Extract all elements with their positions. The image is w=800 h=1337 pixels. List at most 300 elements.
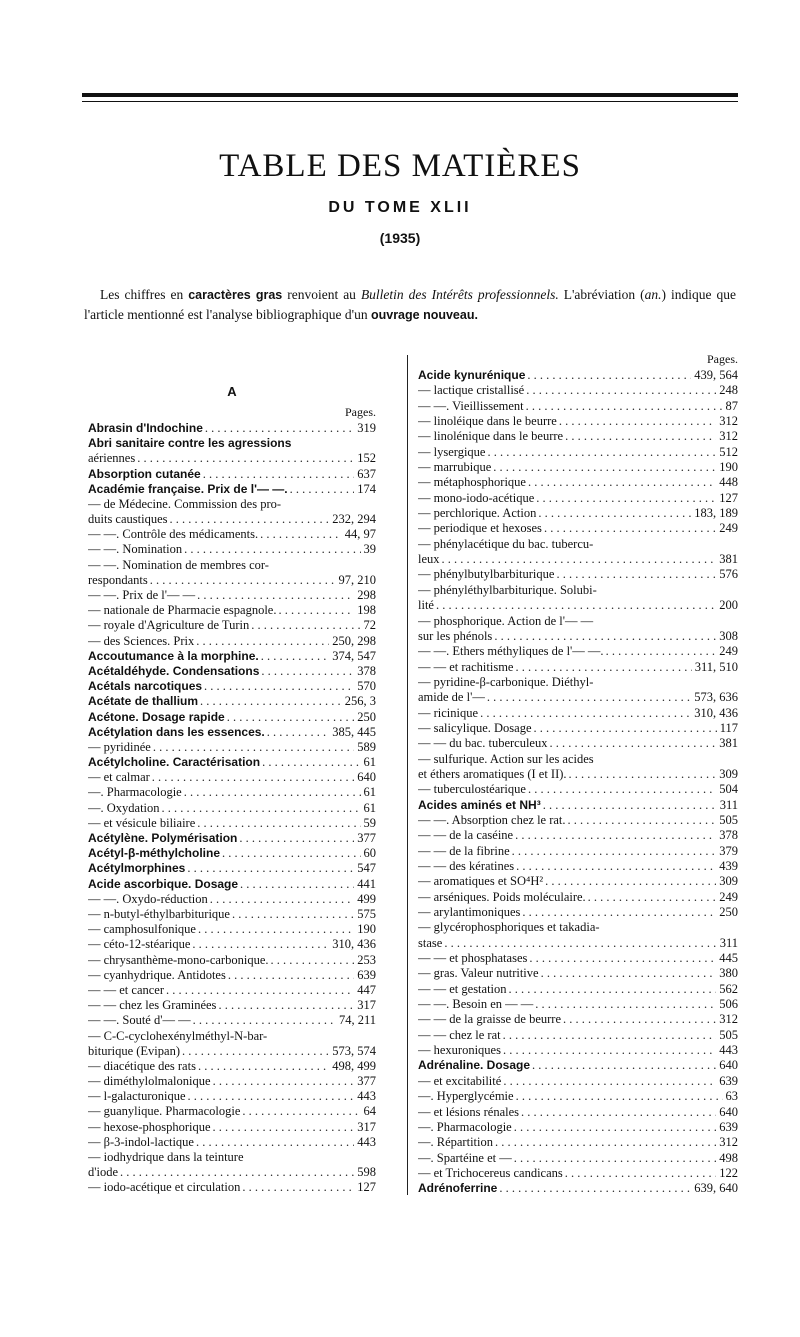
entry-pages: 190: [719, 460, 738, 475]
index-entry: [418, 767, 738, 782]
dot-leader: [507, 982, 717, 997]
index-entry: [418, 506, 738, 521]
entry-pages: 309: [719, 766, 738, 781]
dot-leader: [208, 892, 354, 907]
dot-leader: [542, 521, 716, 536]
index-entry: [418, 951, 738, 966]
dot-leader: [557, 414, 716, 429]
entry-text: — phénylacétique du bac. tubercu-: [418, 536, 594, 551]
dot-leader: [532, 721, 717, 736]
entry-text: — lysergique: [418, 444, 486, 459]
dot-leader: [226, 968, 354, 983]
entry-text: — cyanhydrique. Antidotes: [88, 967, 226, 982]
dot-leader: [195, 816, 360, 831]
entry-text: —. Oxydation: [88, 800, 160, 815]
entry-text: — —. Ethers méthyliques de l'— —.: [418, 644, 604, 659]
index-entry: [418, 1105, 738, 1120]
entry-text: —. Répartition: [418, 1135, 493, 1150]
dot-leader: [485, 690, 691, 705]
index-entry: [88, 618, 376, 633]
dot-leader: [533, 997, 716, 1012]
left-entries: [88, 421, 376, 1196]
entry-text: —. Pharmacologie: [88, 785, 182, 800]
dot-leader: [514, 859, 716, 874]
entry-text: — —. Absorption chez le rat.: [418, 812, 566, 827]
entry-pages: 639, 640: [694, 1181, 738, 1196]
entry-text: — — et gestation: [418, 981, 507, 996]
index-entry: [88, 467, 376, 482]
entry-text: Acides aminés et NH³: [418, 797, 541, 812]
entry-pages: 310, 436: [694, 705, 738, 720]
entry-text: — — de la caséine: [418, 828, 514, 843]
index-entry: [418, 1089, 738, 1104]
index-entry: [88, 543, 376, 558]
dot-leader: [485, 445, 716, 460]
entry-pages: 253: [357, 952, 376, 967]
index-entry: [88, 1029, 376, 1044]
dot-leader: [190, 937, 329, 952]
index-entry: [88, 694, 376, 709]
dot-leader: [512, 1120, 717, 1135]
index-entry: [418, 414, 738, 429]
entry-text: — — chez les Graminées: [88, 998, 217, 1013]
entry-text: Acétyl-β-méthylcholine: [88, 846, 221, 861]
dot-leader: [185, 861, 354, 876]
entry-text: — —. Vieillissement: [418, 398, 524, 413]
entry-text: Acétaldéhyde. Condensations: [88, 664, 260, 678]
index-entry: [418, 690, 738, 705]
entry-pages: 598: [357, 1165, 376, 1180]
entry-pages: 573, 636: [694, 690, 738, 705]
index-entry: [88, 679, 376, 694]
intro-part1: Les chiffres en: [100, 287, 189, 302]
entry-pages: 309: [719, 874, 738, 889]
dot-leader: [604, 644, 717, 659]
index-entry: [88, 1104, 376, 1119]
entry-pages: 562: [719, 981, 738, 996]
entry-text: — et excitabilité: [418, 1073, 502, 1088]
entry-text: — phosphorique. Action de l'— —: [418, 613, 594, 628]
dot-leader: [514, 1089, 723, 1104]
entry-pages: 174: [357, 481, 376, 496]
entry-pages: 505: [719, 812, 738, 827]
entry-pages: 312: [719, 414, 738, 429]
dot-leader: [220, 846, 360, 861]
entry-pages: 59: [363, 815, 376, 830]
entry-pages: 374, 547: [332, 648, 376, 663]
entry-text: — hexuroniques: [418, 1043, 501, 1058]
dot-leader: [195, 588, 354, 603]
entry-pages: 117: [719, 720, 738, 735]
index-entry: [88, 664, 376, 679]
index-entry: [418, 905, 738, 920]
dot-leader: [501, 1074, 716, 1089]
entry-pages: 250, 298: [332, 633, 376, 648]
index-entry: [88, 801, 376, 816]
index-entry: [88, 755, 376, 770]
index-entry: [88, 907, 376, 922]
pages-header-right: Pages.: [707, 352, 738, 366]
index-entry: [418, 997, 738, 1012]
index-entry: [418, 460, 738, 475]
entry-text: — de Médecine. Commission des pro-: [88, 496, 282, 511]
intro-part2: renvoient au: [282, 287, 361, 302]
entry-text: — marrubique: [418, 460, 492, 475]
top-rule-thick: [82, 93, 738, 97]
index-entry: [418, 966, 738, 981]
entry-text: lité: [418, 598, 434, 613]
entry-text: — —. Contrôle des médicaments.: [88, 527, 259, 542]
entry-text: — n-butyl-éthylbarbiturique: [88, 907, 230, 921]
entry-text: Acétals narcotiques: [88, 679, 203, 694]
entry-text: Abrasin d'Indochine: [88, 421, 203, 435]
dot-leader: [216, 998, 354, 1013]
entry-pages: 637: [357, 466, 376, 481]
index-entry: [88, 558, 376, 573]
entry-pages: 379: [719, 843, 738, 858]
entry-text: — hexose-phosphorique: [88, 1119, 211, 1134]
entry-pages: 200: [719, 598, 738, 613]
entry-text: — camphosulfonique: [88, 922, 196, 937]
index-entry: [418, 920, 738, 935]
index-entry: [88, 1135, 376, 1150]
entry-text: aériennes: [88, 451, 136, 466]
right-entries: [418, 368, 738, 1197]
index-entry: [88, 1074, 376, 1089]
entry-text: — periodique et hexoses: [418, 521, 542, 536]
dot-leader: [269, 953, 355, 968]
index-entry: [88, 998, 376, 1013]
entry-pages: 640: [719, 1104, 738, 1119]
entry-text: leux: [418, 552, 440, 567]
entry-pages: 439, 564: [694, 368, 738, 382]
left-column: [88, 380, 376, 1196]
dot-leader: [513, 828, 716, 843]
index-entry: [418, 491, 738, 506]
index-entry: [418, 1043, 738, 1058]
entry-pages: 64: [363, 1104, 376, 1119]
index-entry: [88, 740, 376, 755]
index-entry: [88, 573, 376, 588]
index-entry: [88, 482, 376, 497]
dot-leader: [554, 567, 716, 582]
dot-leader: [563, 429, 716, 444]
entry-text: — gras. Valeur nutritive: [418, 966, 539, 981]
entry-text: — chrysanthème-mono-carbonique.: [88, 952, 269, 967]
index-entry: [88, 603, 376, 618]
dot-leader: [497, 1181, 691, 1196]
dot-leader: [586, 890, 717, 905]
index-entry: [88, 1180, 376, 1195]
pages-header-left: Pages.: [345, 405, 376, 419]
intro-bold: caractères gras: [188, 288, 283, 302]
entry-text: — —. Prix de l'— —: [88, 588, 196, 603]
entry-pages: 443: [719, 1043, 738, 1058]
index-entry: [418, 1166, 738, 1181]
entry-pages: 61: [363, 800, 376, 815]
entry-text: — et calmar: [88, 770, 150, 785]
entry-text: — phényléthylbarbiturique. Solubi-: [418, 582, 597, 597]
dot-leader: [198, 694, 342, 709]
entry-text: — — et rachitisme: [418, 659, 514, 674]
index-entry: [88, 846, 376, 861]
entry-pages: 256, 3: [344, 694, 376, 709]
index-entry: [418, 1028, 738, 1043]
entry-pages: 448: [719, 475, 738, 490]
index-entry: [418, 1120, 738, 1135]
entry-pages: 248: [719, 383, 738, 398]
index-entry: [418, 583, 738, 598]
volume-subtitle: DU TOME XLII: [328, 199, 472, 216]
index-entry: [88, 1044, 376, 1059]
entry-text: Adrénaline. Dosage: [418, 1058, 531, 1073]
dot-leader: [434, 598, 716, 613]
dot-leader: [258, 527, 342, 542]
dot-leader: [541, 798, 717, 813]
index-entry: [88, 527, 376, 542]
dot-leader: [240, 1104, 360, 1119]
dot-leader: [196, 1059, 329, 1074]
entry-text: Acétate de thallium: [88, 694, 199, 709]
entry-pages: 311: [719, 797, 738, 812]
index-entry: [418, 1181, 738, 1196]
entry-pages: 72: [363, 618, 376, 633]
entry-text: — nationale de Pharmacie espagnole.: [88, 603, 277, 618]
index-entry: [88, 968, 376, 983]
entry-pages: 127: [357, 1180, 376, 1195]
entry-pages: 312: [719, 1012, 738, 1027]
dot-leader: [519, 1105, 716, 1120]
index-entry: [418, 721, 738, 736]
entry-pages: 504: [719, 782, 738, 797]
entry-text: —. Pharmacologie: [418, 1119, 512, 1134]
entry-text: — — de la graisse de beurre: [418, 1012, 561, 1027]
index-entry: [88, 710, 376, 725]
dot-leader: [240, 1180, 354, 1195]
dot-leader: [513, 660, 691, 675]
dot-leader: [493, 1135, 716, 1150]
dot-leader: [492, 629, 716, 644]
entry-pages: 74, 211: [338, 1013, 376, 1028]
index-entry: [88, 451, 376, 466]
dot-leader: [265, 725, 329, 740]
index-entry: [418, 675, 738, 690]
entry-pages: 44, 97: [344, 527, 376, 542]
entry-text: — ricinique: [418, 705, 479, 720]
dot-leader: [510, 844, 717, 859]
entry-pages: 312: [719, 429, 738, 444]
entry-pages: 380: [719, 966, 738, 981]
index-entry: [418, 629, 738, 644]
entry-text: — des Sciences. Prix: [88, 633, 195, 648]
index-entry: [88, 937, 376, 952]
entry-pages: 441: [357, 876, 376, 891]
index-entry: [418, 521, 738, 536]
entry-text: — —. Souté d'— —: [88, 1013, 191, 1028]
dot-leader: [160, 801, 361, 816]
index-entry: [88, 786, 376, 801]
entry-pages: 381: [719, 736, 738, 751]
entry-text: — — de la fibrine: [418, 843, 510, 858]
entry-pages: 249: [719, 521, 738, 536]
entry-pages: 639: [719, 1073, 738, 1088]
index-entry: [418, 598, 738, 613]
entry-pages: 575: [357, 907, 376, 921]
index-entry: [88, 770, 376, 785]
entry-pages: 639: [357, 967, 376, 982]
entry-text: — pyridine-β-carbonique. Diéthyl-: [418, 674, 594, 689]
index-entry: [418, 782, 738, 797]
entry-pages: 512: [719, 444, 738, 459]
entry-pages: 317: [357, 998, 376, 1013]
entry-pages: 505: [719, 1027, 738, 1042]
entry-pages: 298: [357, 588, 376, 603]
index-entry: [418, 660, 738, 675]
entry-pages: 311: [719, 935, 738, 950]
entry-text: — —. Nomination de membres cor-: [88, 557, 269, 572]
index-entry: [418, 1058, 738, 1073]
index-entry: [418, 399, 738, 414]
entry-text: Acétone. Dosage rapide: [88, 709, 225, 724]
dot-leader: [526, 782, 716, 797]
entry-pages: 506: [719, 997, 738, 1012]
intro-paragraph: [84, 285, 736, 325]
entry-text: — et lésions rénales: [418, 1104, 520, 1119]
index-entry: [418, 567, 738, 582]
entry-pages: 61: [363, 755, 376, 770]
dot-leader: [527, 951, 716, 966]
intro-italic: Bulletin des Intérêts professionnels.: [360, 287, 559, 302]
entry-text: stase: [418, 935, 443, 950]
entry-pages: 499: [357, 891, 376, 906]
dot-leader: [501, 1028, 717, 1043]
index-entry: [88, 831, 376, 846]
entry-pages: 378: [357, 664, 376, 678]
top-rule-thin: [82, 101, 738, 102]
entry-pages: 97, 210: [338, 572, 376, 587]
index-entry: [88, 1150, 376, 1165]
entry-text: — et vésicule biliaire: [88, 815, 196, 830]
entry-pages: 639: [719, 1119, 738, 1134]
entry-text: Académie française. Prix de l'— —.: [88, 481, 288, 496]
dot-leader: [150, 770, 354, 785]
entry-pages: 249: [719, 644, 738, 659]
index-entry: [88, 953, 376, 968]
entry-pages: 39: [363, 542, 376, 557]
index-entry: [88, 877, 376, 892]
entry-text: et éthers aromatiques (I et II).: [418, 766, 567, 781]
entry-pages: 378: [719, 828, 738, 843]
dot-leader: [440, 552, 717, 567]
entry-text: — céto-12-stéarique: [88, 937, 191, 952]
entry-text: — glycérophosphoriques et takadia-: [418, 920, 600, 935]
dot-leader: [534, 491, 716, 506]
dot-leader: [211, 1074, 355, 1089]
index-entry: [418, 429, 738, 444]
entry-text: biturique (Evipan): [88, 1043, 180, 1058]
entry-text: — —. Oxydo-réduction: [88, 891, 208, 906]
dot-leader: [151, 740, 354, 755]
dot-leader: [180, 1044, 329, 1059]
index-entry: [88, 436, 376, 451]
dot-leader: [478, 706, 691, 721]
dot-leader: [202, 679, 354, 694]
dot-leader: [539, 966, 717, 981]
dot-leader: [225, 710, 355, 725]
entry-text: — — et phosphatases: [418, 951, 528, 966]
entry-text: — lactique cristallisé: [418, 383, 525, 398]
entry-pages: 152: [357, 451, 376, 466]
entry-text: — mono-iodo-acétique: [418, 490, 535, 505]
column-divider: [407, 355, 408, 1195]
dot-leader: [118, 1165, 354, 1180]
entry-pages: 547: [357, 861, 376, 876]
entry-pages: 447: [357, 982, 376, 997]
index-entry: [418, 1151, 738, 1166]
entry-pages: 317: [357, 1119, 376, 1134]
index-entry: [418, 475, 738, 490]
entry-pages: 198: [357, 603, 376, 618]
entry-text: —. Spartéine et —: [418, 1150, 512, 1165]
entry-pages: 570: [357, 679, 376, 694]
dot-leader: [543, 874, 716, 889]
dot-leader: [203, 421, 354, 436]
index-entry: [88, 1120, 376, 1135]
index-entry: [418, 552, 738, 567]
entry-pages: 310, 436: [332, 937, 376, 952]
index-entry: [88, 421, 376, 436]
dot-leader: [566, 813, 717, 828]
entry-pages: 61: [363, 785, 376, 800]
dot-leader: [260, 755, 360, 770]
page-title: TABLE DES MATIÈRES: [219, 148, 581, 184]
dot-leader: [501, 1043, 716, 1058]
index-entry: [418, 736, 738, 751]
entry-text: — perchlorique. Action: [418, 506, 537, 521]
dot-leader: [524, 383, 716, 398]
entry-text: Accoutumance à la morphine.: [88, 648, 259, 663]
intro-bold2: ouvrage nouveau.: [370, 308, 478, 322]
index-entry: [418, 537, 738, 552]
entry-pages: 589: [357, 739, 376, 754]
section-letter: A: [227, 384, 237, 399]
dot-leader: [148, 573, 336, 588]
dot-leader: [201, 467, 355, 482]
entry-pages: 183, 189: [694, 506, 738, 521]
entry-text: — diacétique des rats: [88, 1058, 196, 1073]
entry-text: — linolénique dans le beurre: [418, 429, 564, 444]
entry-pages: 439: [719, 859, 738, 873]
index-entry: [418, 936, 738, 951]
entry-text: Adrénoferrine: [418, 1181, 498, 1196]
entry-pages: 250: [719, 905, 738, 920]
entry-pages: 232, 294: [332, 512, 376, 527]
entry-pages: 311, 510: [694, 659, 738, 674]
entry-text: — royale d'Agriculture de Turin: [88, 618, 250, 633]
entry-text: — C-C-cyclohexénylméthyl-N-bar-: [88, 1028, 268, 1043]
index-entry: [88, 725, 376, 740]
dot-leader: [196, 922, 354, 937]
index-entry: [418, 614, 738, 629]
index-entry: [418, 706, 738, 721]
dot-leader: [288, 482, 355, 497]
dot-leader: [536, 506, 691, 521]
dot-leader: [135, 451, 354, 466]
entry-text: — sulfurique. Action sur les acides: [418, 751, 594, 766]
index-entry: [418, 368, 738, 383]
entry-text: —. Hyperglycémie: [418, 1089, 514, 1104]
dot-leader: [526, 475, 716, 490]
